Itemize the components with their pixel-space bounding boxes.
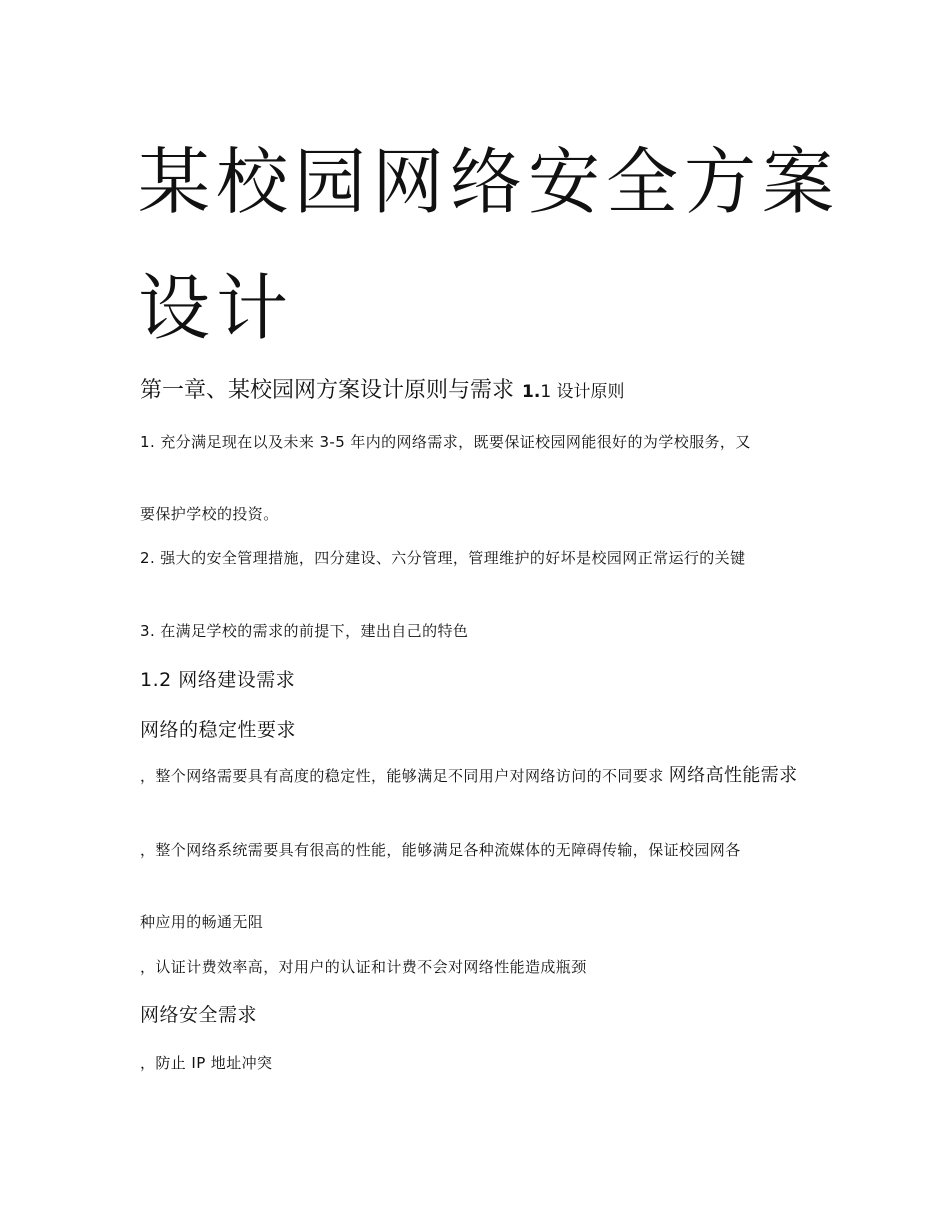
security-heading: 网络安全需求 bbox=[140, 1004, 258, 1026]
principle-1-continued: 要保护学校的投资。 bbox=[140, 505, 279, 523]
principle-1: 1. 充分满足现在以及未来 3-5 年内的网络需求，既要保证校园网能很好的为学校服务，又 bbox=[140, 433, 751, 451]
section-1-2-heading: 1.2 网络建设需求 bbox=[140, 669, 296, 691]
document-title-line-1: 某校园网络安全方案 bbox=[138, 140, 841, 224]
stability-text: ，整个网络需要具有高度的稳定性，能够满足不同用户对网络访问的不同要求 bbox=[140, 767, 664, 785]
section-1-1-number: 1. bbox=[522, 382, 541, 402]
performance-heading: 网络高性能需求 bbox=[668, 765, 798, 786]
principle-2: 2. 强大的安全管理措施，四分建设、六分管理，管理维护的好坏是校园网正常运行的关键 bbox=[140, 549, 746, 567]
performance-paragraph: ，整个网络系统需要具有很高的性能，能够满足各种流媒体的无障碍传输，保证校园网各 bbox=[140, 841, 741, 859]
section-1-1-title: 1 设计原则 bbox=[540, 382, 625, 402]
chapter-heading bbox=[140, 376, 840, 407]
security-paragraph: ，防止 IP 地址冲突 bbox=[140, 1054, 273, 1072]
principle-3: 3. 在满足学校的需求的前提下，建出自己的特色 bbox=[140, 622, 469, 640]
stability-heading: 网络的稳定性要求 bbox=[140, 719, 297, 741]
auth-paragraph: ，认证计费效率高，对用户的认证和计费不会对网络性能造成瓶颈 bbox=[140, 958, 587, 976]
chapter-title: 第一章、某校园网方案设计原则与需求 bbox=[140, 378, 515, 403]
performance-paragraph-continued: 种应用的畅通无阻 bbox=[140, 913, 264, 931]
stability-paragraph bbox=[140, 763, 820, 789]
document-title-line-2: 设计 bbox=[138, 266, 295, 350]
